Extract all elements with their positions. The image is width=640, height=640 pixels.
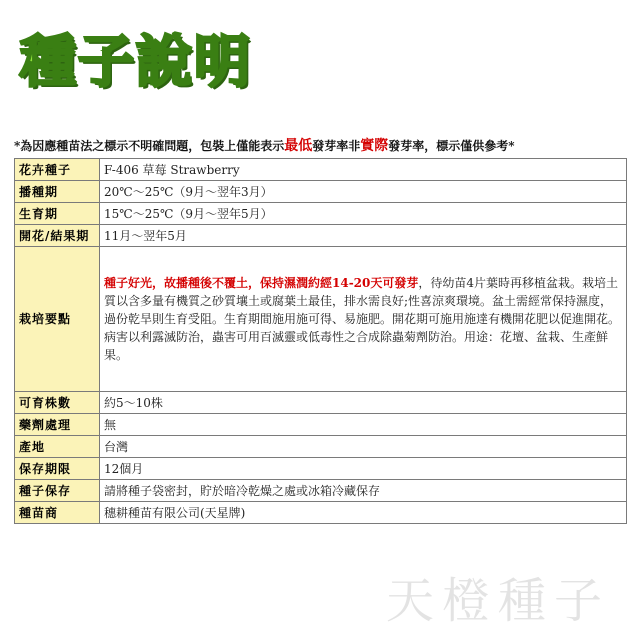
- table-row: [15, 159, 627, 181]
- row-value: 12個月: [100, 458, 627, 480]
- table-row: [15, 392, 627, 414]
- spec-table: [14, 158, 627, 524]
- row-value: 20℃～25℃（9月～翌年3月）: [100, 181, 627, 203]
- cultivation-text: ，待幼苗4片葉時再移植盆栽。栽培土質以含多量有機質之砂質壤土或腐葉土最佳，排水需良好;性喜涼爽環境。盆土需經常保持濕度，過份乾旱則生育受阻。生育期間施用施可得、易施肥。開花期可施用施達有機開花肥以促進開花。病害以利露滅防治，蟲害可用百滅靈或低毒性之合成除蟲菊劑防治。用途：花壇、盆栽、生產鮮果。: [104, 276, 621, 362]
- row-label: 生育期: [15, 203, 100, 225]
- row-value: 台灣: [100, 436, 627, 458]
- table-row: [15, 458, 627, 480]
- row-label: 花卉種子: [15, 159, 100, 181]
- notice-highlight-lowest: 最低: [284, 138, 313, 154]
- brand-watermark: 天橙種子: [385, 573, 610, 629]
- row-value: 穗耕種苗有限公司(天星牌): [100, 502, 627, 524]
- row-label: 開花/結果期: [15, 225, 100, 247]
- table-row: [15, 414, 627, 436]
- row-label: 產地: [15, 436, 100, 458]
- cultivation-notes: [100, 247, 627, 392]
- table-row: [15, 181, 627, 203]
- row-value: 約5～10株: [100, 392, 627, 414]
- row-label: 播種期: [15, 181, 100, 203]
- row-value: 15℃～25℃（9月～翌年5月）: [100, 203, 627, 225]
- row-label: 栽培要點: [15, 247, 100, 392]
- row-label: 種苗商: [15, 502, 100, 524]
- cultivation-highlight: 種子好光，故播種後不覆土，保持濕潤約經14-20天可發芽: [104, 276, 419, 290]
- row-label: 藥劑處理: [15, 414, 100, 436]
- table-row: [15, 480, 627, 502]
- table-row: [15, 502, 627, 524]
- row-label: 可育株數: [15, 392, 100, 414]
- page-title: 種子說明: [20, 30, 252, 95]
- notice-text: [14, 137, 626, 155]
- notice-part-1: *為因應種苗法之標示不明確問題，包裝上僅能表示: [14, 139, 285, 153]
- notice-part-3: 發芽率，標示僅供參考*: [388, 139, 515, 153]
- notice-highlight-actual: 實際: [360, 138, 389, 154]
- row-label: 保存期限: [15, 458, 100, 480]
- table-row-cultivation: [15, 247, 627, 392]
- table-row: [15, 203, 627, 225]
- table-row: [15, 225, 627, 247]
- row-label: 種子保存: [15, 480, 100, 502]
- row-value: 無: [100, 414, 627, 436]
- row-value: 11月～翌年5月: [100, 225, 627, 247]
- row-value: 請將種子袋密封，貯於暗冷乾燥之處或冰箱冷藏保存: [100, 480, 627, 502]
- notice-part-2: 發芽率非: [312, 139, 361, 153]
- table-row: [15, 436, 627, 458]
- row-value: F-406 草莓 Strawberry: [100, 159, 627, 181]
